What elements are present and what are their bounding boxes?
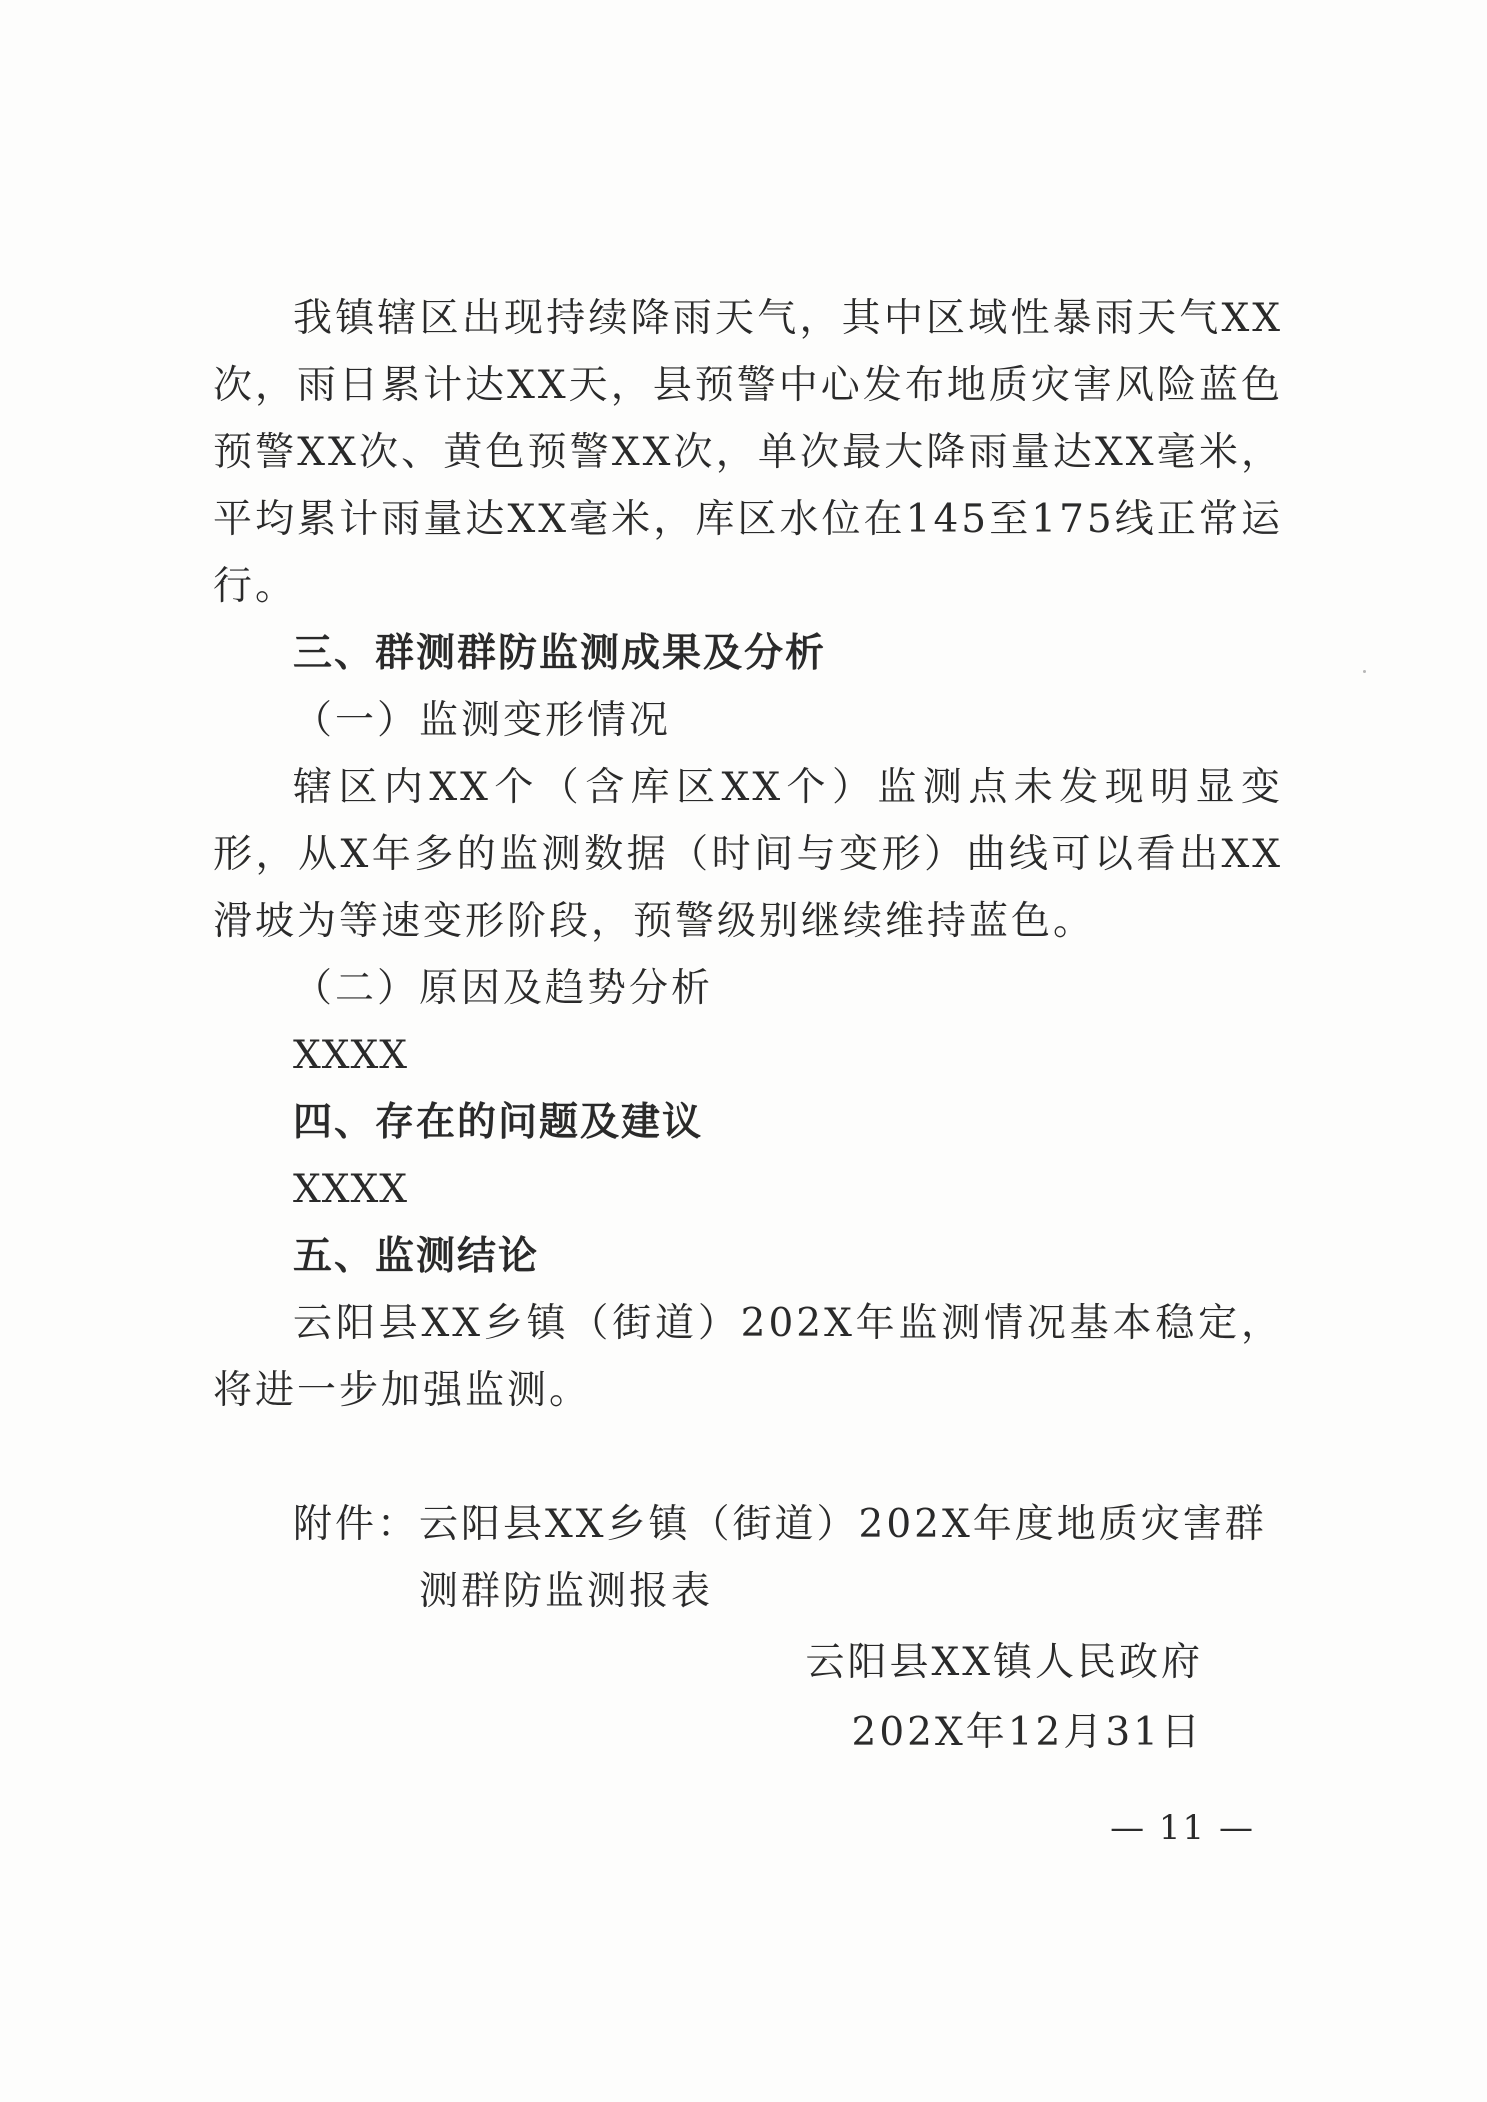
weather-paragraph: 我镇辖区出现持续降雨天气，其中区域性暴雨天气XX次，雨日累计达XX天，县预警中心发布地质灾害风险蓝色预警XX次、黄色预警XX次，单次最大降雨量达XX毫米，平均累计雨量达XX毫米，库区水位在145至175线正常运行。	[213, 296, 1283, 609]
attachment-line	[213, 1491, 1283, 1625]
document-body	[213, 285, 1283, 1625]
issues-placeholder: XXXX	[293, 1167, 409, 1212]
attachment-label: 附件：	[293, 1502, 420, 1547]
signature-block	[805, 1628, 1203, 1768]
section-3-title: 三、群测群防监测成果及分析	[293, 631, 827, 676]
section-3-subheading-1: （一）监测变形情况	[293, 698, 672, 743]
signature-date: 202X年12月31日	[851, 1710, 1203, 1755]
section-3-subheading-2: （二）原因及趋势分析	[293, 966, 714, 1011]
spacer	[213, 1424, 1283, 1491]
signature-organization: 云阳县XX镇人民政府	[805, 1640, 1203, 1685]
section-5-title: 五、监测结论	[293, 1234, 540, 1279]
page-number: — 11 —	[1110, 1808, 1255, 1848]
scan-speck	[1363, 670, 1366, 673]
section-4-title: 四、存在的问题及建议	[293, 1100, 704, 1145]
deformation-paragraph: 辖区内XX个（含库区XX个）监测点未发现明显变形，从X年多的监测数据（时间与变形）曲线可以看出XX滑坡为等速变形阶段，预警级别继续维持蓝色。	[213, 765, 1283, 944]
analysis-placeholder: XXXX	[293, 1033, 409, 1078]
conclusion-paragraph: 云阳县XX乡镇（街道）202X年监测情况基本稳定，将进一步加强监测。	[213, 1301, 1283, 1413]
attachment-text: 云阳县XX乡镇（街道）202X年度地质灾害群测群防监测报表	[419, 1502, 1267, 1614]
